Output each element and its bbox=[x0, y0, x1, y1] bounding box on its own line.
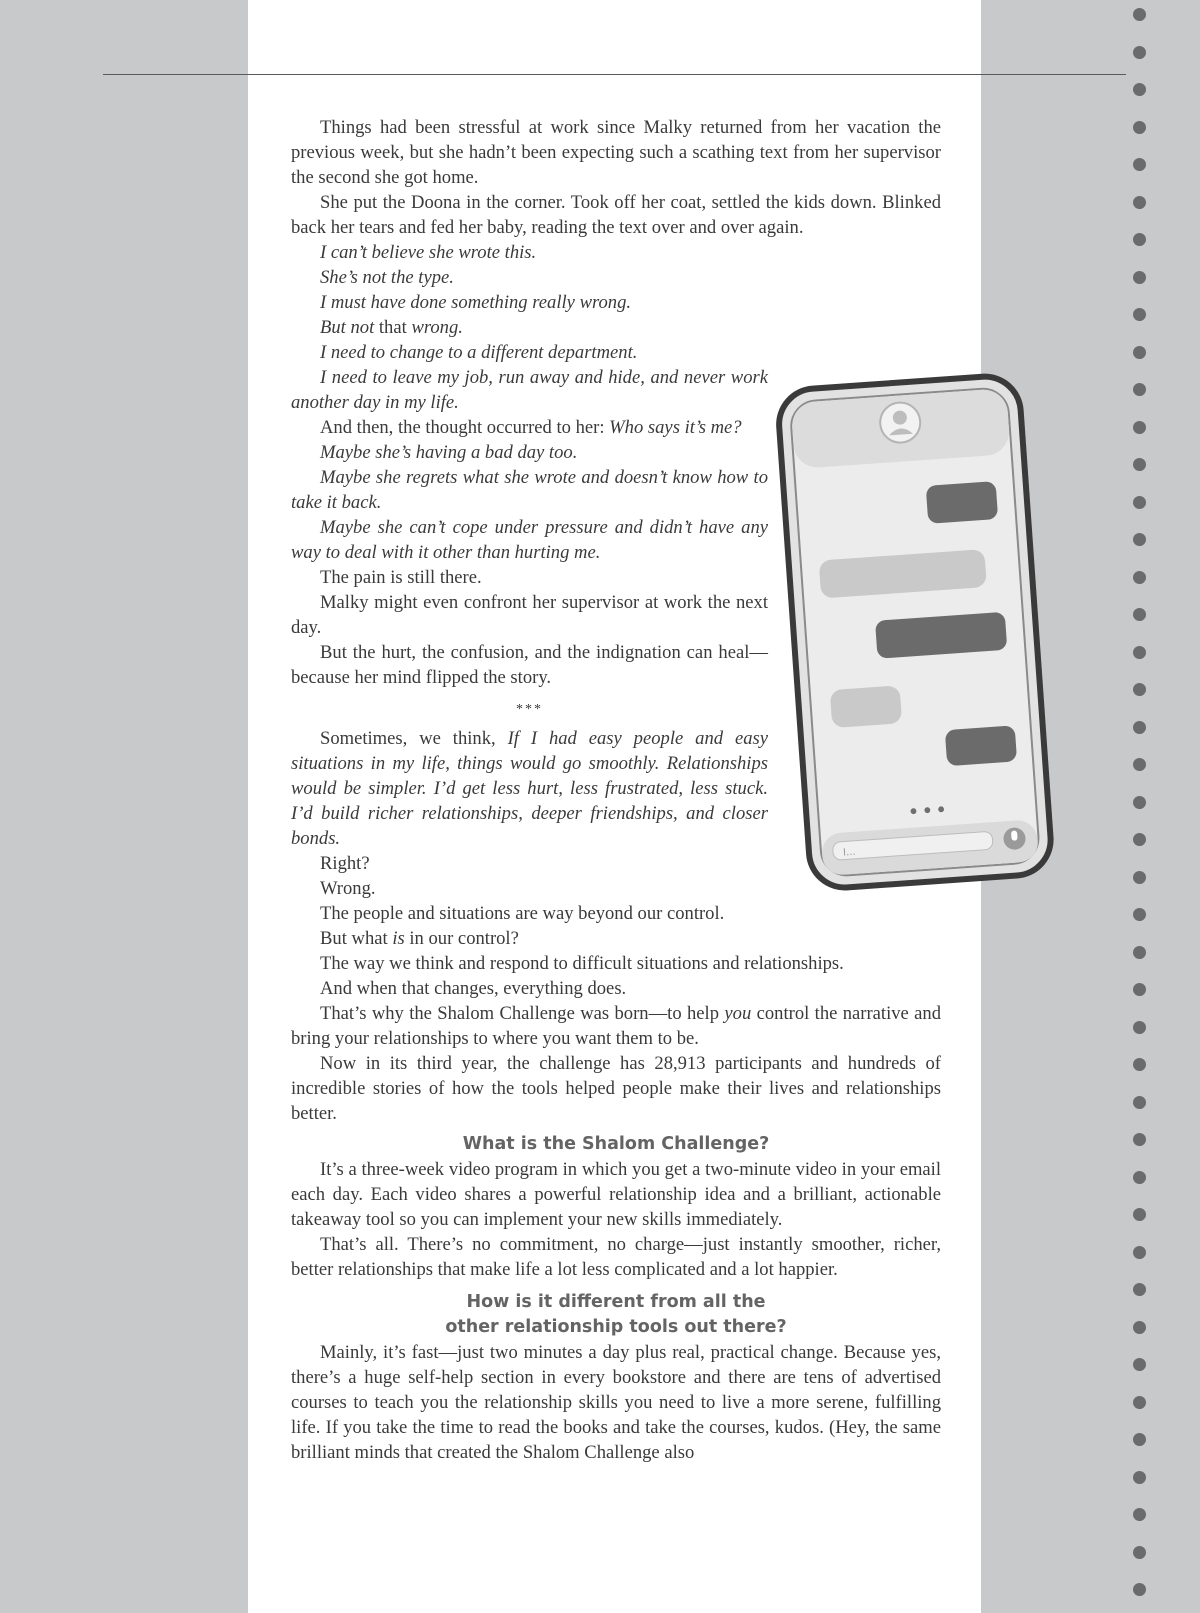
binding-dot bbox=[1133, 421, 1146, 434]
thought-line: I need to leave my job, run away and hide, and never work another day in my life. bbox=[291, 367, 768, 413]
sent-message-bubble bbox=[926, 481, 998, 524]
binding-dot bbox=[1133, 1358, 1146, 1371]
binding-dot bbox=[1133, 496, 1146, 509]
section-separator: *** bbox=[516, 702, 543, 717]
binding-dot bbox=[1133, 533, 1146, 546]
message-input-placeholder: I... bbox=[842, 846, 856, 859]
binding-dot bbox=[1133, 271, 1146, 284]
thought-fragment: But not bbox=[320, 317, 375, 338]
thought-line bbox=[291, 315, 941, 340]
section-heading bbox=[291, 1290, 941, 1340]
binding-dot bbox=[1133, 196, 1146, 209]
binding-dot bbox=[1133, 383, 1146, 396]
header-rule bbox=[103, 74, 1126, 75]
paragraph: Right? bbox=[320, 853, 370, 874]
paragraph-fragment: in our control? bbox=[409, 928, 519, 949]
paragraph: The pain is still there. bbox=[320, 567, 482, 588]
binding-dot bbox=[1133, 946, 1146, 959]
binding-dot bbox=[1133, 1396, 1146, 1409]
binding-dot bbox=[1133, 158, 1146, 171]
emphasis-word: that bbox=[378, 317, 407, 338]
emphasis-text: Who says it’s me? bbox=[609, 417, 742, 438]
binding-dot bbox=[1133, 1171, 1146, 1184]
paragraph-fragment: But what bbox=[320, 928, 388, 949]
paragraph bbox=[291, 1001, 941, 1051]
binding-dot bbox=[1133, 646, 1146, 659]
thought-line: I must have done something really wrong. bbox=[320, 292, 632, 313]
binding-dots bbox=[1133, 8, 1147, 1608]
phone-illustration bbox=[776, 372, 1056, 896]
paragraph: That’s all. There’s no commitment, no charge—just instantly smoother, richer, better relationships that make life a lot less complicated and a lot happier. bbox=[291, 1234, 941, 1280]
binding-dot bbox=[1133, 1508, 1146, 1521]
binding-dot bbox=[1133, 458, 1146, 471]
binding-dot bbox=[1133, 8, 1146, 21]
binding-dot bbox=[1133, 1546, 1146, 1559]
binding-dot bbox=[1133, 908, 1146, 921]
binding-dot bbox=[1133, 1058, 1146, 1071]
emphasis-word: is bbox=[392, 928, 405, 949]
thought-line: She’s not the type. bbox=[320, 267, 454, 288]
binding-dot bbox=[1133, 796, 1146, 809]
paragraph bbox=[291, 415, 768, 440]
paragraph-fragment: And then, the thought occurred to her: bbox=[320, 417, 605, 438]
binding-dot bbox=[1133, 833, 1146, 846]
sent-message-bubble bbox=[945, 725, 1017, 766]
binding-dot bbox=[1133, 1471, 1146, 1484]
paragraph: Wrong. bbox=[320, 878, 376, 899]
heading-line: other relationship tools out there? bbox=[445, 1317, 787, 1337]
binding-dot bbox=[1133, 1321, 1146, 1334]
paragraph bbox=[291, 926, 941, 951]
binding-dot bbox=[1133, 308, 1146, 321]
paragraph: The way we think and respond to difficult situations and relationships. bbox=[320, 953, 844, 974]
heading-line: How is it different from all the bbox=[466, 1292, 766, 1312]
microphone-glyph bbox=[1011, 830, 1018, 840]
binding-dot bbox=[1133, 571, 1146, 584]
thought-line: I need to change to a different department. bbox=[320, 342, 638, 363]
binding-dot bbox=[1133, 46, 1146, 59]
thought-line: I can’t believe she wrote this. bbox=[320, 242, 537, 263]
binding-dot bbox=[1133, 758, 1146, 771]
paragraph: It’s a three-week video program in which you get a two-minute video in your email each day. Each video shares a powerful relationship idea and a brilliant, actionable takeaway tool so you can implement your new skills immediately. bbox=[291, 1159, 941, 1230]
thought-fragment: wrong. bbox=[411, 317, 463, 338]
binding-dot bbox=[1133, 1246, 1146, 1259]
paragraph: And when that changes, everything does. bbox=[320, 978, 627, 999]
binding-dot bbox=[1133, 1208, 1146, 1221]
paragraph: Mainly, it’s fast—just two minutes a day plus real, practical change. Because yes, there’s a huge self-help section in every bookstore and there are tens of advertised courses to teach you the relationship skills you need to live a more serene, fulfilling life. If you take the time to read the books and take the courses, kudos. (Hey, the same brilliant minds that created the Shalom Challenge also bbox=[291, 1342, 941, 1463]
binding-dot bbox=[1133, 1096, 1146, 1109]
typing-indicator: ••• bbox=[906, 797, 950, 824]
thought-line: Maybe she’s having a bad day too. bbox=[320, 442, 578, 463]
binding-dot bbox=[1133, 1283, 1146, 1296]
thought-line: Maybe she can’t cope under pressure and didn’t have any way to deal with it other than hurting me. bbox=[291, 517, 768, 563]
received-message-bubble bbox=[830, 685, 902, 728]
binding-dot bbox=[1133, 1133, 1146, 1146]
thought-line: Maybe she regrets what she wrote and doesn’t know how to take it back. bbox=[291, 467, 768, 513]
paragraph bbox=[291, 726, 768, 851]
binding-dot bbox=[1133, 1433, 1146, 1446]
binding-dot bbox=[1133, 1021, 1146, 1034]
section-heading: What is the Shalom Challenge? bbox=[462, 1134, 770, 1154]
binding-dot bbox=[1133, 83, 1146, 96]
paragraph: Malky might even confront her supervisor at work the next day. bbox=[291, 592, 768, 638]
paragraph: The people and situations are way beyond our control. bbox=[320, 903, 725, 924]
binding-dot bbox=[1133, 683, 1146, 696]
binding-dot bbox=[1133, 233, 1146, 246]
binding-dot bbox=[1133, 608, 1146, 621]
paragraph: But the hurt, the confusion, and the indignation can heal—because her mind flipped the story. bbox=[291, 642, 768, 688]
binding-dot bbox=[1133, 121, 1146, 134]
paragraph-fragment: Sometimes, we think, bbox=[320, 728, 496, 749]
binding-dot bbox=[1133, 871, 1146, 884]
emphasis-word: you bbox=[724, 1003, 752, 1024]
paragraph-fragment: That’s why the Shalom Challenge was born—to help bbox=[320, 1003, 720, 1024]
emphasis-text: If I had easy people and easy situations in my life, things would go smoothly. Relationships would be simpler. I’d get less hurt, less frustrated, less stuck. I’d build richer relationships, deeper friendships, and closer bonds. bbox=[291, 728, 768, 849]
paragraph: Now in its third year, the challenge has 28,913 participants and hundreds of incredible stories of how the tools helped people make their lives and relationships better. bbox=[291, 1053, 941, 1124]
paragraph-fragment: control the narrative and bring your relationships to where you want them to be. bbox=[291, 1003, 942, 1049]
binding-dot bbox=[1133, 721, 1146, 734]
binding-dot bbox=[1133, 346, 1146, 359]
binding-dot bbox=[1133, 1583, 1146, 1596]
paragraph: She put the Doona in the corner. Took off her coat, settled the kids down. Blinked back her tears and fed her baby, reading the text over and over again. bbox=[291, 192, 941, 238]
paragraph: Things had been stressful at work since Malky returned from her vacation the previous week, but she hadn’t been expecting such a scathing text from her supervisor the second she got home. bbox=[291, 117, 941, 188]
binding-dot bbox=[1133, 983, 1146, 996]
